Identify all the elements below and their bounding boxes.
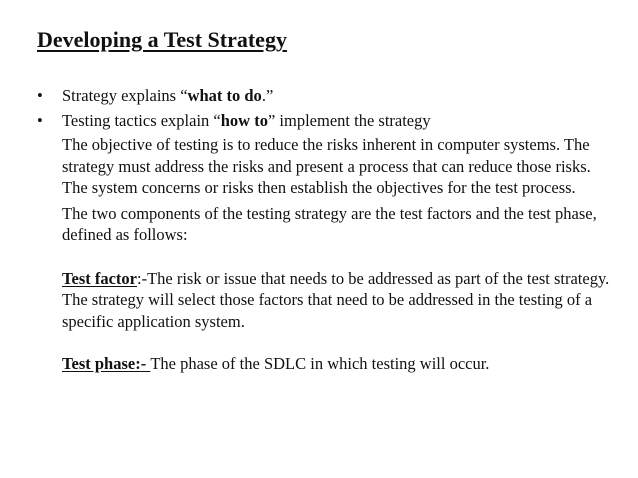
bullet-text-before: Testing tactics explain “ (62, 110, 221, 130)
slide-title: Developing a Test Strategy (37, 27, 287, 52)
bullet-marker: • (37, 86, 43, 105)
bullet-text-after: ” implement the strategy (267, 110, 431, 130)
paragraph-test-factor (62, 268, 617, 333)
definition-test-phase: The phase of the SDLC in which testing will occur. (150, 354, 490, 373)
bullet-text-bold: what to do (187, 86, 262, 105)
bullet-text-before: Strategy explains “ (62, 86, 188, 105)
paragraph-components: The two components of the testing strategy are the test factors and the test phase, defined as follows: (62, 203, 597, 244)
term-test-factor: Test factor (62, 268, 137, 288)
bullet-strategy (37, 85, 617, 107)
definition-test-factor: :-The risk or issue that needs to be addressed as part of the test strategy. The strategy will select those factors that need to be addressed in the testing of a specific application system. (62, 268, 610, 331)
bullet-text-bold: how to (220, 110, 268, 130)
spacer (37, 250, 617, 268)
term-test-phase: Test phase:- (62, 354, 151, 373)
slide-body (37, 85, 617, 379)
paragraph-objective: The objective of testing is to reduce the risks inherent in computer systems. The strategy must address the risks and present a process that can reduce those risks. The system concerns or risks then establish the objectives for the test process. (62, 135, 591, 197)
paragraph-test-phase (62, 353, 617, 375)
bullet-marker: • (37, 110, 43, 130)
bullet-text-after: .” (261, 86, 274, 105)
bullet-tactics (37, 110, 617, 132)
spacer (37, 336, 617, 353)
